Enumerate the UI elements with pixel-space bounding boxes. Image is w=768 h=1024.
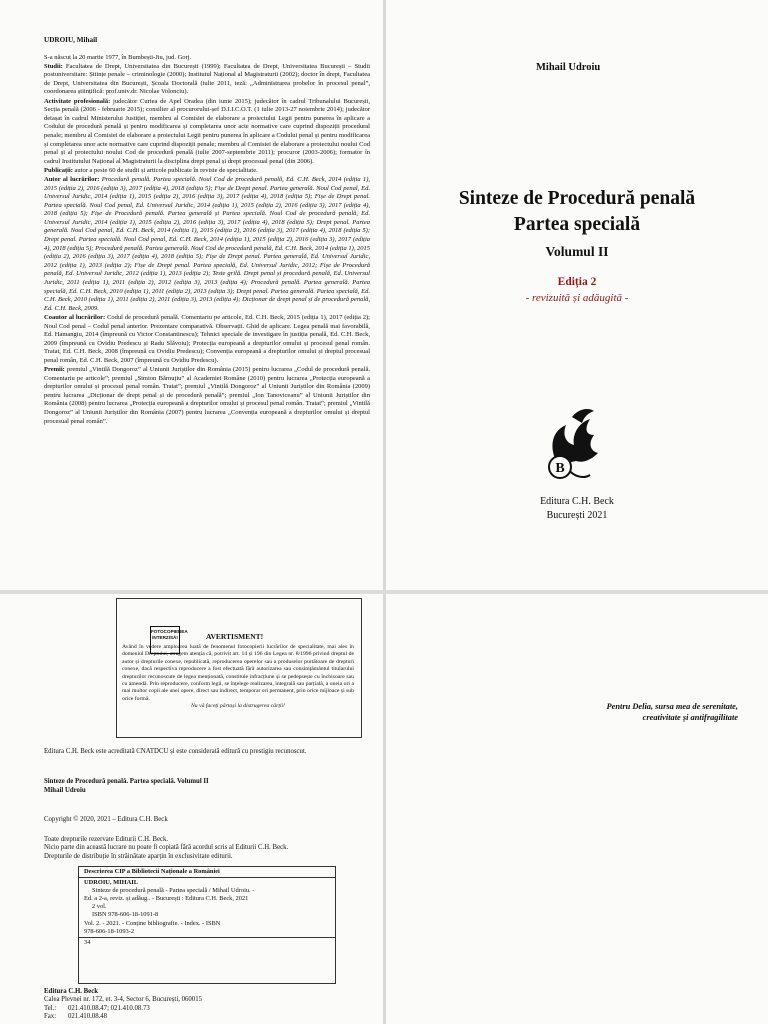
- bio-studies-label: Studii:: [44, 62, 63, 70]
- logo-letter: B: [555, 461, 565, 476]
- cip-line3: Ed. a 2-a, reviz. și adăug.. - București : Editura C.H. Beck, 2021: [84, 895, 249, 903]
- dedication-line2: creativitate și antifragilitate: [642, 712, 738, 722]
- griffin-logo-graphic: [528, 405, 616, 491]
- warning-text: Având în vedere amploarea luată de fenomenul fotocopierii lucrărilor de specialitate, mai ales în domeniul Dreptului, atragem atenția că, potrivit art. 14 și 196 din Legea nr. 8/1996 privind dreptul de autor și drepturile conexe, republicată, reproducerea operelor sau a produselor purtătoare de drepturi conexe, dacă respectiva reproducere a fost efectuată fără autorizarea sau consimțământul titularului drepturilor recunoscute de legea menționată, constituie infracțiune și se pedepsește cu închisoare sau cu amendă. Prin reproducere, conform legii, se înțelege realizarea, integrală sau parțială, a uneia ori a mai multor copii ale unei opere, direct sau indirect, temporar ori permanent, prin orice mijloace și sub orice formă.: [122, 644, 354, 702]
- bio-activity-text: judecător Curtea de Apel Oradea (din iunie 2015); judecător în cadrul Tribunalului București, Secția penală (2006 - februarie 2015); consilier al procurorului-șef D.I.I.C.O.T. (1 iulie 2013-27 noiembrie 2014); judecător detașat în cadrul Ministerului Justiției, membru al Comisiei de elaborare a proiectului Legii pentru punerea în aplicare a Codului de procedură penală și pentru modificarea și completarea unor acte normative care cuprind dispoziții procedural penale; membru al Comisiei de elaborare a proiectului Legii pentru punerea în aplicare a Codului penal și pentru modificarea și completarea unor acte normative care cuprind dispoziții penale; membru al Comisiei de elaborare a proiectului noului Cod penal și al proiectului noului Cod de procedură penală (iulie 2007-septembrie 2011); procuror (2003-2006); formator în cadrul Institutului Național al Magistraturii la disciplina drept penal și drept procesual penal (din 2006).: [44, 97, 370, 165]
- bio-awards: [44, 366, 370, 426]
- cip-line5: ISBN 978-606-18-1091-8: [92, 911, 159, 919]
- bio-name: UDROIU, Mihail: [44, 36, 98, 44]
- cip-line2: Sinteze de procedură penală - Partea specială / Mihail Udroiu. -: [92, 887, 255, 895]
- cip-line4: 2 vol.: [92, 903, 107, 911]
- warning-closing: Nu vă faceți părtași la distrugerea cărții!: [191, 703, 285, 710]
- bio-studies: [44, 63, 370, 97]
- copyright-line: Copyright © 2020, 2021 – Editura C.H. Beck: [44, 816, 168, 823]
- fax-value: 021.410.08.48: [68, 1013, 108, 1021]
- cip-line6: Vol. 2. - 2021. - Conține bibliografie. - Index. - ISBN: [84, 919, 221, 927]
- dedication-line1: Pentru Delia, sursa mea de serenitate,: [606, 702, 738, 711]
- book-title-line2: Partea specială: [513, 214, 641, 235]
- bio-author-text: Procedură penală. Partea specială. Noul Cod de procedură penală, Ed. C.H. Beck, 2014 (ediția 1), 2015 (ediția 2), 2016 (ediția 3), 2017 (ediția 4), 2018 (ediția 5); Fișe de Drept penal. Partea generală. Noul Cod penal, Ed. Universul Juridic, 2014 (ediția 1), 2015 (ediția 2), 2016 (ediția 3), 2017 (ediția 4), 2018 (ediția 5); Fișe de Drept penal. Partea specială. Noul Cod penal, Ed. Universul Juridic, 2014 (ediția 1), 2015 (ediția 2), 2016 (ediția 3), 2017 (ediția 4), 2018 (ediția 5); Fișe de Procedură penală. Partea generală și Partea specială. Noul Cod de procedură penală, Ed. Universul Juridic, 2014 (ediția 1), 2015 (ediția 2), 2016 (ediția 3), 2017 (ediția 4), 2018 (ediția 5); Drept penal. Partea generală. Noul Cod penal, Ed. C.H. Beck, 2014 (ediția 1), 2015 (ediția 2), 2016 (ediția 3), 2017 (ediția 4), 2018 (ediția 5); Drept penal. Partea specială. Noul Cod penal, Ed. C.H. Beck, 2014 (ediția 1), 2015 (ediția 2), 2016 (ediția 3), 2017 (ediția 4), 2018 (ediția 5); Procedură penală. Partea generală. Noul Cod de procedură penală, Ed. C.H. Beck, 2014 (ediția 1), 2015 (ediția 2), 2016 (ediția 3), 2017 (ediția 4), 2018 (ediția 5); Fișe de Drept penal. Partea generală, Ed. Universul Juridic, 2012 (ediția 1), 2013 (ediția 2); Fișe de Drept penal. Partea specială, Ed. Universul Juridic, 2012; Fișe de Procedură penală, Ed. Universul Juridic, 2012 (ediția 1), 2013 (ediția 2); Teste grilă. Drept penal și procedură penală, Ed. Universul Juridic, 2011 (ediția 1), 2011 (ediția 2), 2012 (ediția 3), 2013 (ediția 4); Procedură penală. Partea generală. Partea specială, Ed. C.H. Beck, 2010 (ediția 1), 2011 (ediția 2), 2013 (ediția 3); Drept penal. Partea generală. Partea specială, Ed. C.H. Beck, 2010 (ediția 1), 2011 (ediția 2), 2011 (ediția 3), 2013 (ediția 4); Dicționar de drept penal și de procedură penală, Ed. C.H. Beck, 2009.: [44, 175, 371, 312]
- title-page: [386, 0, 768, 590]
- cip-line7: 978-606-18-1093-2: [84, 927, 135, 935]
- bio-author-label: Autor al lucrărilor:: [44, 175, 100, 183]
- address-street: Calea Plevnei nr. 172, et. 3-4, Sector 6, București, 060015: [44, 996, 202, 1004]
- bio-author-works: [44, 176, 370, 314]
- address-publisher-name: Editura C.H. Beck: [44, 988, 99, 995]
- cip-line1: UDROIU, MIHAIL: [84, 879, 138, 887]
- address-tel: [44, 1005, 202, 1013]
- stamp-line2: INTERZISĂ!: [152, 635, 178, 640]
- book-title-line1: Sinteze de Procedură penală: [458, 188, 696, 209]
- rights-line2: Nicio parte din această lucrare nu poate fi copiată fără acordul scris al Editurii C.H. Beck.: [44, 844, 289, 852]
- imprint-book-author: Mihail Udroiu: [44, 786, 86, 794]
- rights-notice: [44, 836, 364, 861]
- warning-title: AVERTISMENT!: [206, 632, 264, 641]
- bio-publications: [44, 167, 370, 176]
- volume-label: Volumul II: [545, 244, 609, 259]
- title-author: Mihail Udroiu: [536, 62, 601, 73]
- dedication-page: [386, 594, 768, 1024]
- bio-coauthor-text: Codul de procedură penală. Comentariu pe articole, Ed. C.H. Beck, 2015 (ediția 1), 2017 (ediția 2); Noul Cod penal – Codul penal anterior. Prezentare comparativă. Observații. Ghid de aplicare. Legea penală mai favorabilă, Ed. Hamangiu, 2014 (împreună cu Victor Constantinescu); Tehnici speciale de investigare în justiția penală, Ed. C.H. Beck, 2009 (împreună cu Ovidiu Predescu și Radu Slăvoiu); Protecția europeană a drepturilor omului și procesul penal român. Tratat, Ed. C.H. Beck, 2008 (împreună cu Ovidiu Predescu); Convenția europeană a drepturilor omului și dreptul procesual penal român, Ed. C.H. Beck, 2007 (împreună cu Ovidiu Predescu).: [44, 313, 370, 364]
- bio-pub-text: autor a peste 60 de studii și articole publicate în reviste de specialitate.: [74, 166, 258, 174]
- publisher-address: [44, 988, 202, 1022]
- cip-body: [79, 878, 335, 938]
- bio-activity: [44, 98, 370, 167]
- biography-page: [0, 0, 383, 590]
- publisher-place-year: București 2021: [546, 510, 608, 521]
- bio-pub-label: Publicații:: [44, 166, 73, 174]
- imprint-book-info: [44, 778, 364, 795]
- cip-heading: Descrierea CIP a Bibliotecii Naționale a României: [79, 867, 335, 878]
- revision-label: - revizuită și adăugită -: [525, 292, 629, 304]
- bio-activity-label: Activitate profesională:: [44, 97, 111, 105]
- fax-label: Fax:: [44, 1013, 57, 1021]
- accreditation-note: Editura C.H. Beck este acreditată CNATDCU și este considerată editură cu prestigiu recunoscut.: [44, 748, 307, 755]
- bio-awards-text: premiul „Vintilă Dongoroz” al Uniunii Juriștilor din România (2015) pentru lucrarea „Codul de procedură penală. Comentariu pe articole”; premiul „Simion Bărnuțiu” al Academiei Române (2010) pentru lucrarea „Protecția europeană a drepturilor omului și procesul penal român. Tratat”; premiul „Vintilă Dongoroz” al Uniunii Juriștilor din România (2009) pentru lucrarea „Dicționar de drept penal și de procedură penală”; premiul „Ion Tanoviceanu” al Uniunii Juriștilor din România (2008) pentru lucrarea „Protecția europeană a drepturilor omului și procesul penal român. Tratat”; premiul „Vintilă Dongoroz” al Uniunii Juriștilor din România (2007) pentru lucrarea „Convenția europeană a drepturilor omului și dreptul procesual penal român”.: [44, 365, 370, 425]
- cip-code: 34: [84, 938, 91, 946]
- bio-coauthor-works: [44, 314, 370, 366]
- imprint-book-title: Sinteze de Procedură penală. Partea specială. Volumul II: [44, 778, 209, 785]
- address-fax: [44, 1013, 202, 1021]
- tel-value: 021.410.08.47; 021.410.08.73: [68, 1004, 150, 1012]
- dedication: [438, 702, 738, 723]
- edition-label: Ediția 2: [557, 276, 597, 288]
- publisher-name: Editura C.H. Beck: [540, 496, 614, 507]
- stamp-line1: FOTOCOPIEREA: [151, 629, 188, 634]
- bio-birth: S-a născut la 20 martie 1977, în Bumbești-Jiu, jud. Gorj.: [44, 53, 192, 61]
- tel-label: Tel.:: [44, 1004, 57, 1012]
- cip-record: [78, 866, 336, 984]
- author-biography: [44, 36, 370, 427]
- warning-body: [122, 644, 354, 711]
- rights-line1: Toate drepturile rezervate Editurii C.H. Beck.: [44, 836, 169, 843]
- bio-studies-text: Facultatea de Drept, Universitatea din București (1999); Facultatea de Drept, Universitatea București – Studii postuniversitare: Științe penale – criminologie (2000); Institutul Național al Magistraturii (2002); doctor în drept, Facultatea de Drept, Universitatea din București, Școala Doctorală (iulie 2011, teză: „Administrarea probelor în procesul penal”, coordonarea științifică: prof.univ.dr. Nicolae Volonciu).: [44, 62, 370, 96]
- bio-awards-label: Premii:: [44, 365, 65, 373]
- imprint-page: [0, 594, 383, 1024]
- rights-line3: Drepturile de distribuție în străinătate aparțin în exclusivitate editurii.: [44, 852, 233, 860]
- griffin-logo-icon: [528, 405, 616, 491]
- bio-coauthor-label: Coautor al lucrărilor:: [44, 313, 106, 321]
